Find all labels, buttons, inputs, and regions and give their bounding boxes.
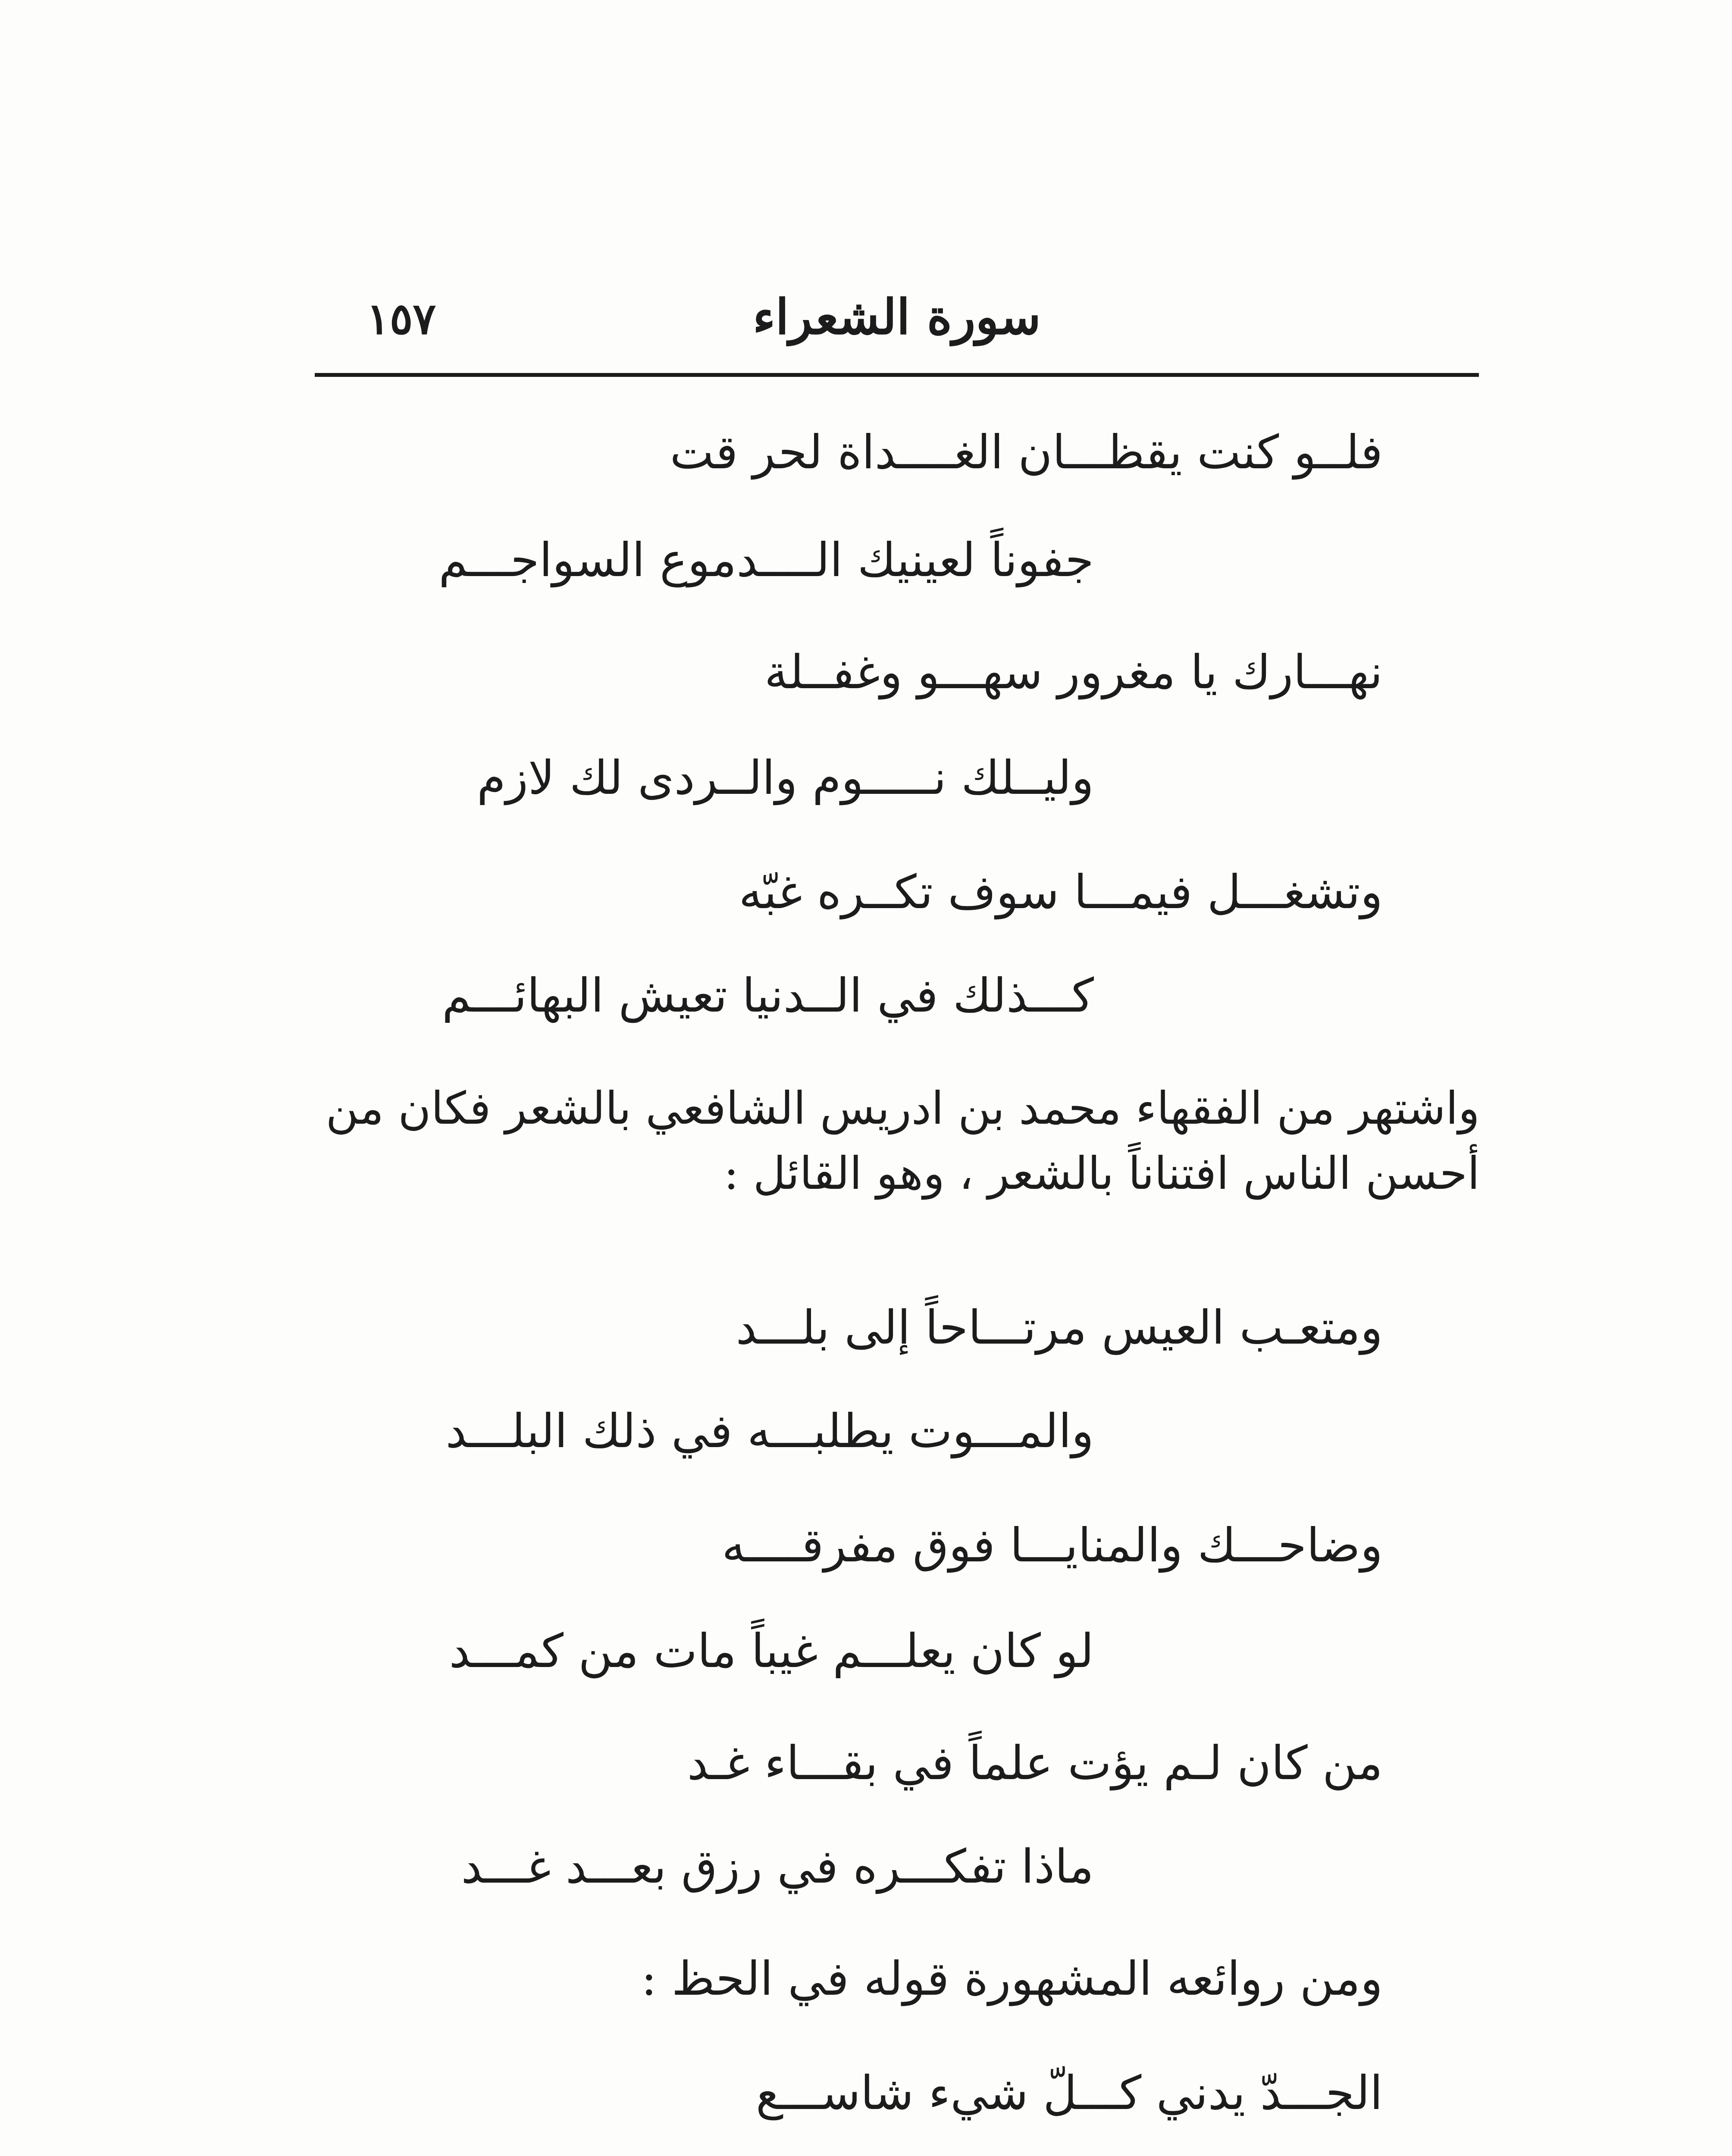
verse-line: الجـــدّ يدني كـــلّ شيء شاســـع xyxy=(755,2066,1383,2120)
verse-line: وتشغـــل فيمـــا سوف تكــره غبّه xyxy=(739,865,1383,919)
verse-line: كـــذلك في الــدنيا تعيش البهائـــم xyxy=(442,969,1094,1023)
page-number: ١٥٧ xyxy=(366,293,436,344)
verse-line: وضاحـــك والمنايـــا فوق مفرقــــه xyxy=(722,1519,1383,1573)
verse-line: جفوناً لعينيك الــــدموع السواجـــم xyxy=(438,533,1094,587)
prose-line: ومن روائعه المشهورة قوله في الحظ : xyxy=(641,1952,1383,2006)
running-title: سورة الشعراء xyxy=(752,289,1041,345)
verse-line: نهـــارك يا مغرور سهـــو وغفــلة xyxy=(764,646,1383,699)
header-rule xyxy=(315,373,1479,377)
verse-line: وليــلك نـــــوم والــردى لك لازم xyxy=(476,751,1094,805)
verse-line: ماذا تفكـــره في رزق بعـــد غـــد xyxy=(461,1840,1094,1894)
verse-line: لو كان يعلـــم غيباً مات من كمـــد xyxy=(449,1624,1094,1678)
verse-line: والمـــوت يطلبـــه في ذلك البلـــد xyxy=(445,1404,1094,1458)
prose-paragraph: واشتهر من الفقهاء محمد بن ادريس الشافعي بالشعر فكان من أحسن الناس افتناناً بالشعر ، وهو القائل : xyxy=(326,1082,1480,1200)
verse-line: من كان لـم يؤت علماً في بقـــاء غـد xyxy=(687,1736,1383,1790)
verse-line: ومتعـب العيس مرتـــاحاً إلى بلـــد xyxy=(736,1301,1383,1355)
page-header xyxy=(315,276,1479,354)
verse-line: فلــو كنت يقظـــان الغــــداة لحر قت xyxy=(670,426,1383,479)
